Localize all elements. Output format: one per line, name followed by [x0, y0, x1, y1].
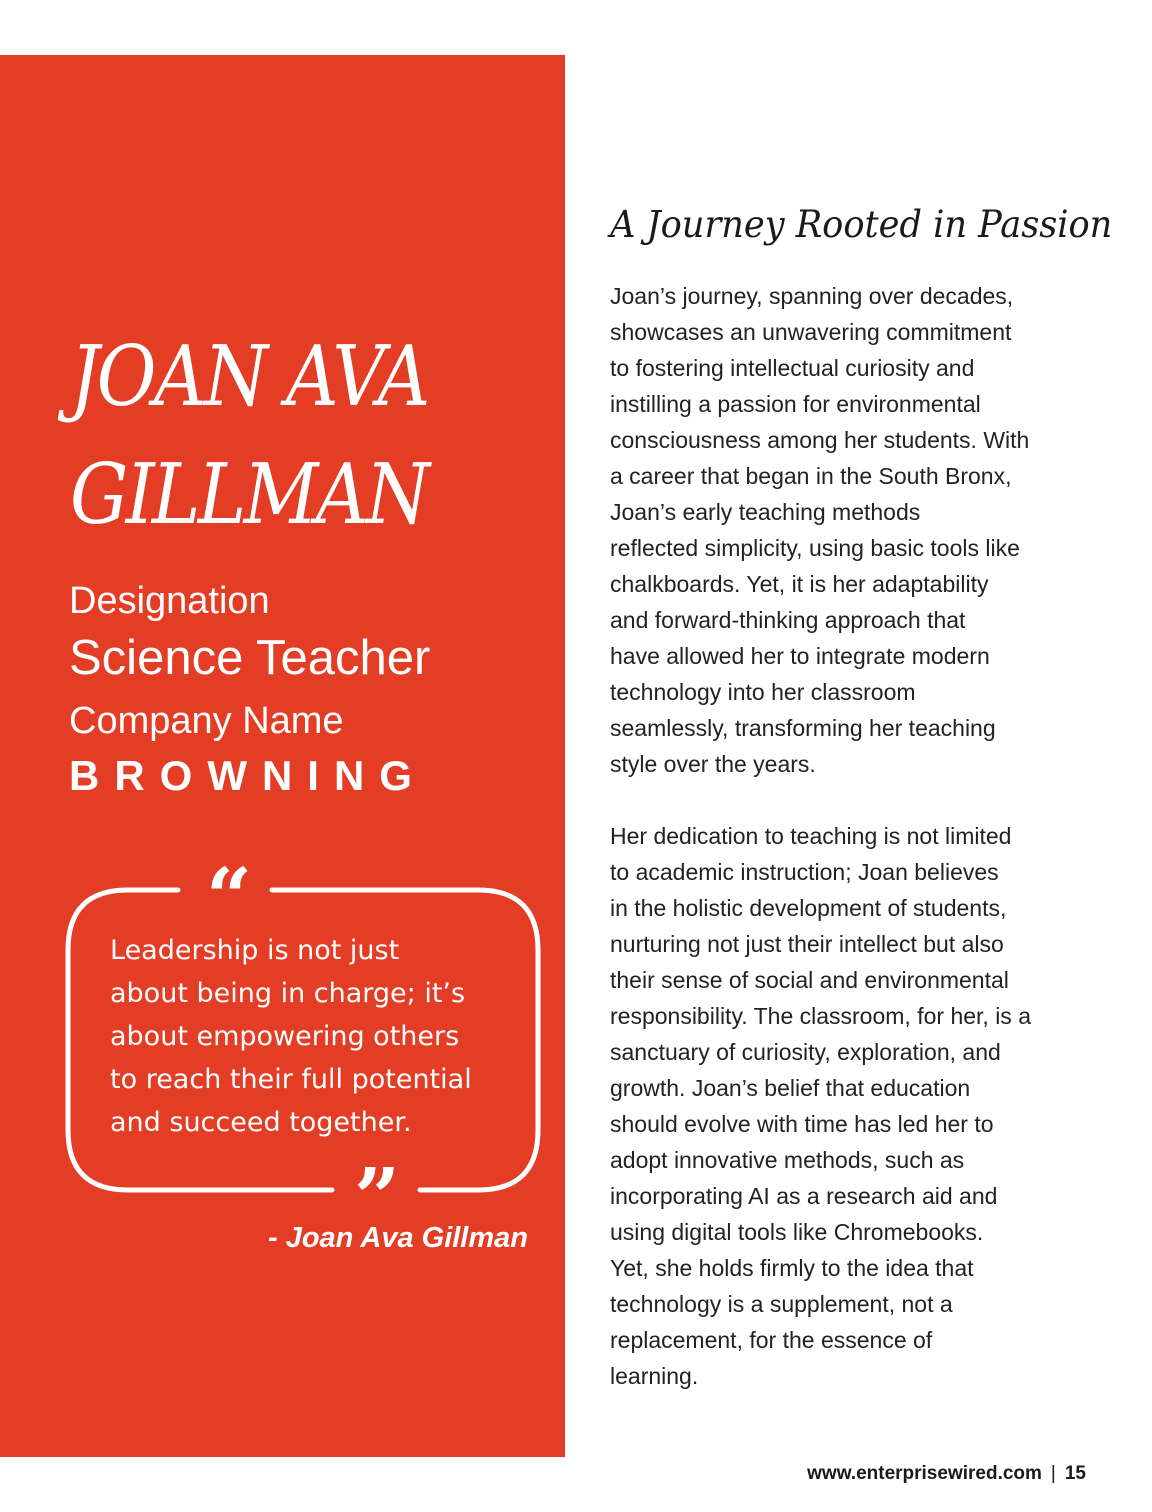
text-line: technology is a supplement, not a: [610, 1291, 953, 1317]
company-label: Company Name: [69, 700, 344, 742]
text-line: should evolve with time has led her to: [610, 1111, 994, 1137]
quote-line: and succeed together.: [110, 1107, 412, 1138]
text-line: using digital tools like Chromebooks.: [610, 1219, 984, 1245]
text-line: incorporating AI as a research aid and: [610, 1183, 998, 1209]
text-line: nurturing not just their intellect but also: [610, 931, 1004, 957]
text-line: learning.: [610, 1363, 699, 1389]
text-line: instilling a passion for environmental: [610, 391, 981, 417]
quote-line: about being in charge; it’s: [110, 978, 466, 1009]
company-value: BROWNING: [69, 752, 427, 799]
text-line: Yet, she holds firmly to the idea that: [610, 1255, 974, 1281]
quote-line: Leadership is not just: [110, 935, 400, 966]
text-line: their sense of social and environmental: [610, 967, 1009, 993]
designation-label: Designation: [69, 580, 270, 622]
quote-text: [110, 929, 520, 1144]
text-line: a career that began in the South Bronx,: [610, 463, 1012, 489]
text-line: showcases an unwavering commitment: [610, 319, 1012, 345]
text-line: Joan’s early teaching methods: [610, 499, 921, 525]
close-quote-icon: ”: [353, 1150, 401, 1244]
profile-name-line-1: JOAN AVA: [70, 328, 428, 425]
section-heading: A Journey Rooted in Passion: [610, 203, 1113, 246]
text-line: sanctuary of curiosity, exploration, and: [610, 1039, 1001, 1065]
designation-value: Science Teacher: [69, 631, 431, 685]
text-line: to academic instruction; Joan believes: [610, 859, 999, 885]
text-line: technology into her classroom: [610, 679, 916, 705]
text-line: adopt innovative methods, such as: [610, 1147, 965, 1173]
quote-line: to reach their full potential: [110, 1064, 472, 1095]
quote-author: - Joan Ava Gillman: [268, 1222, 528, 1254]
page-number: 15: [1064, 1463, 1086, 1484]
profile-name-line-2: GILLMAN: [70, 446, 428, 543]
article-paragraph-1: [610, 278, 1100, 782]
text-line: Joan’s journey, spanning over decades,: [610, 283, 1014, 309]
page-footer: [807, 1460, 1086, 1488]
text-line: to fostering intellectual curiosity and: [610, 355, 975, 381]
text-line: and forward-thinking approach that: [610, 607, 966, 633]
open-quote-icon: “: [205, 850, 253, 944]
text-line: reflected simplicity, using basic tools like: [610, 535, 1020, 561]
text-line: have allowed her to integrate modern: [610, 643, 990, 669]
text-line: growth. Joan’s belief that education: [610, 1075, 971, 1101]
text-line: in the holistic development of students,: [610, 895, 1007, 921]
text-line: style over the years.: [610, 751, 816, 777]
text-line: consciousness among her students. With: [610, 427, 1030, 453]
profile-name: [70, 318, 492, 554]
quote-line: about empowering others: [110, 1021, 460, 1052]
text-line: chalkboards. Yet, it is her adaptability: [610, 571, 989, 597]
footer-separator: |: [1050, 1463, 1056, 1484]
text-line: responsibility. The classroom, for her, is a: [610, 1003, 1031, 1029]
text-line: Her dedication to teaching is not limited: [610, 823, 1012, 849]
text-line: replacement, for the essence of: [610, 1327, 933, 1353]
website-link[interactable]: www.enterprisewired.com: [807, 1463, 1042, 1484]
article-paragraph-2: [610, 818, 1100, 1394]
text-line: seamlessly, transforming her teaching: [610, 715, 996, 741]
